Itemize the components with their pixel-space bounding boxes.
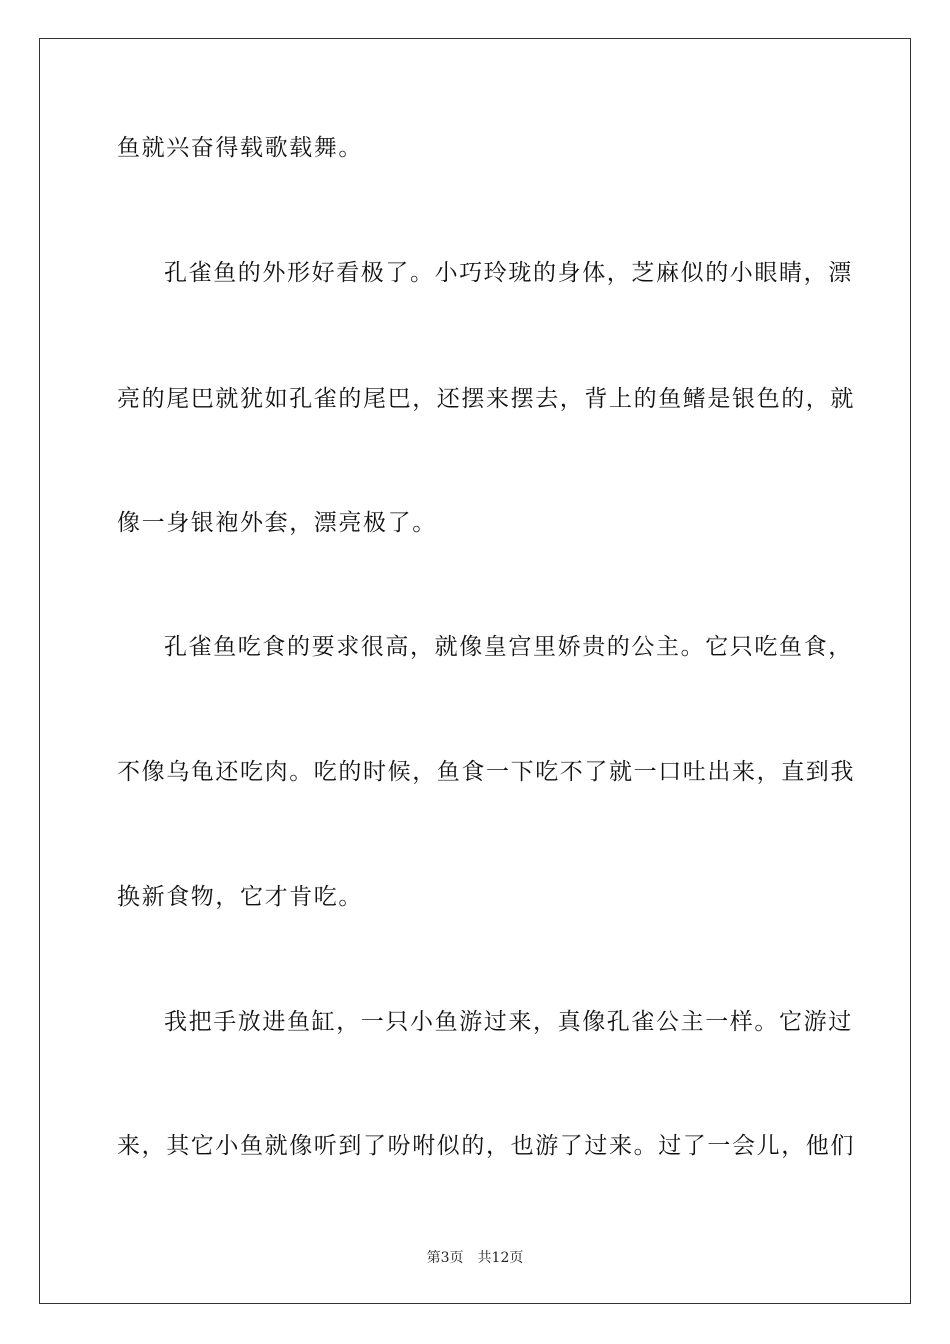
- body-line-1: 鱼就兴奋得载歌载舞。: [117, 135, 363, 161]
- body-line-6: 不像乌龟还吃肉。吃的时候，鱼食一下吃不了就一口吐出来，直到我: [117, 759, 855, 785]
- body-line-7: 换新食物，它才肯吃。: [117, 884, 363, 910]
- page-total: 共12页: [477, 1250, 524, 1266]
- page-footer: [0, 1247, 950, 1267]
- page-number: 第3页: [426, 1250, 464, 1266]
- page-border: [39, 38, 911, 1304]
- body-line-2: 孔雀鱼的外形好看极了。小巧玲珑的身体，芝麻似的小眼睛，漂: [164, 260, 853, 286]
- body-line-4: 像一身银袍外套，漂亮极了。: [117, 510, 437, 536]
- body-line-8: 我把手放进鱼缸，一只小鱼游过来，真像孔雀公主一样。它游过: [164, 1009, 853, 1035]
- body-line-3: 亮的尾巴就犹如孔雀的尾巴，还摆来摆去，背上的鱼鳍是银色的，就: [117, 386, 855, 412]
- body-line-9: 来，其它小鱼就像听到了吩咐似的，也游了过来。过了一会儿，他们: [117, 1133, 855, 1159]
- body-line-5: 孔雀鱼吃食的要求很高，就像皇宫里娇贵的公主。它只吃鱼食，: [164, 634, 853, 660]
